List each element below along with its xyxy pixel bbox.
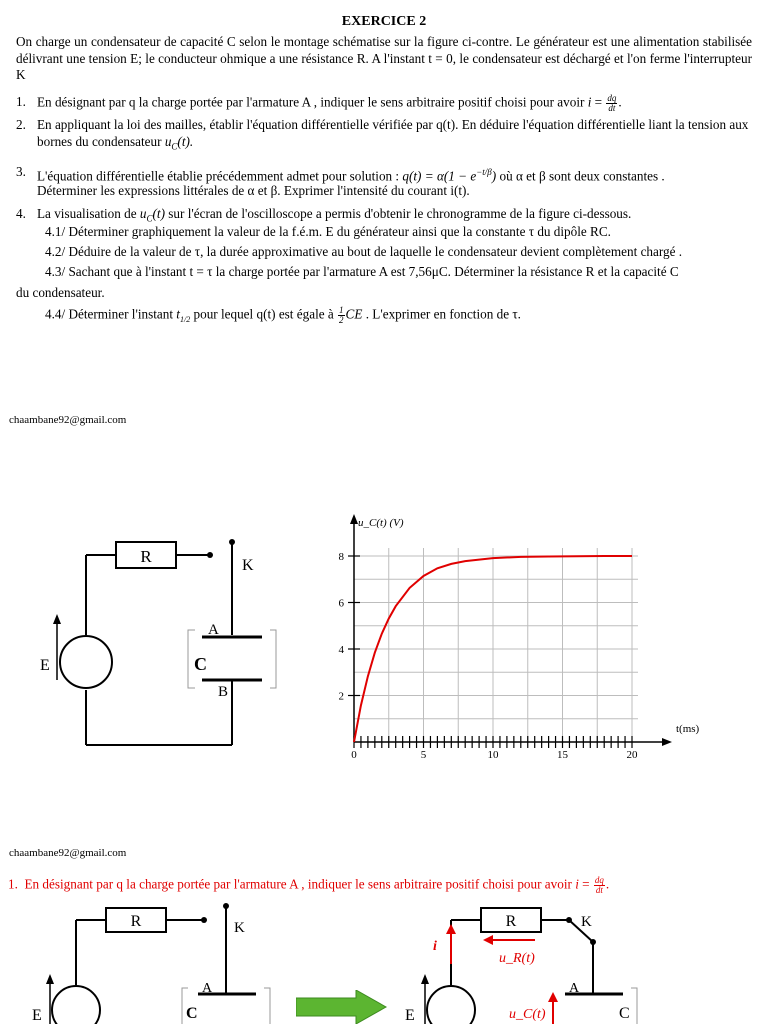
q2-text: En appliquant la loi des mailles, établir l'équation différentielle vérifiée par q(t). En déduire l'équation différentielle liant la tension aux bornes du condensateur <box>37 117 749 149</box>
ans-left-A: A <box>202 981 213 996</box>
answer-eq: = <box>578 876 593 892</box>
q1-fraction <box>606 94 617 113</box>
ans-right-C: C <box>619 1005 630 1022</box>
chart-xlabel: t(ms) <box>676 723 700 735</box>
y-tick-label: 4 <box>338 644 344 656</box>
label-B: B <box>218 684 229 700</box>
question-4-2: 4.2/ Déduire de la valeur de τ, la durée approximative au bout de laquelle le condensateur devient complètement chargé . <box>45 244 683 259</box>
q2-u: u <box>164 133 172 149</box>
ans-right-uC: u_C(t) <box>509 1007 546 1022</box>
chart-ticks <box>339 551 639 761</box>
answer-i: i <box>575 876 579 892</box>
ans-right-A: A <box>569 981 580 996</box>
q44-ce: CE <box>345 306 363 322</box>
email-footer-2: chaambane92@gmail.com <box>9 847 127 859</box>
label-E: E <box>40 657 50 674</box>
q4-text-a: La visualisation de <box>37 206 140 221</box>
question-4-1: 4.1/ Déterminer graphiquement la valeur de la f.é.m. E du générateur ainsi que la constante τ du dipôle RC. <box>45 224 611 239</box>
answer-frac-num: dq <box>594 875 604 885</box>
q1-eq: = <box>591 94 606 110</box>
ans-right-E: E <box>405 1007 415 1024</box>
q44-text-c: . L'exprimer en fonction de τ. <box>362 306 521 322</box>
q44-sub: 1/2 <box>179 315 191 325</box>
q2-number: 2. <box>16 117 26 132</box>
q1-end: . <box>618 94 622 110</box>
q4-text-b: sur l'écran de l'oscilloscope a permis d'obtenir le chronogramme de la figure ci-dessous. <box>164 206 632 221</box>
q44-text-b: pour lequel q(t) est égale à <box>190 306 338 322</box>
q1-number: 1. <box>16 94 26 109</box>
q44-text-a: 4.4/ Déterminer l'instant <box>45 306 177 322</box>
answer-circuit-right <box>395 900 675 1024</box>
question-2 <box>37 117 752 155</box>
q3-exp: −t/β <box>476 167 492 177</box>
q44-t: t <box>176 306 180 322</box>
y-axis-arrow-icon <box>350 514 358 524</box>
q4-number: 4. <box>16 206 26 221</box>
x-tick-label: 5 <box>420 749 427 761</box>
y-tick-label: 8 <box>338 551 344 563</box>
transition-arrow-icon <box>296 990 388 1024</box>
question-4-3: 4.3/ Sachant que à l'instant t = τ la charge portée par l'armature A est 7,56μC. Déterminer la résistance R et la capacité C <box>45 264 679 279</box>
q2-sub: C <box>171 141 178 152</box>
q4-sub: C <box>146 213 153 224</box>
q44-half <box>338 306 345 325</box>
q3-math-b: ) <box>491 168 497 184</box>
q4-u: u <box>139 206 147 221</box>
chart-axes <box>350 514 672 746</box>
ans-right-R: R <box>505 913 517 930</box>
ylabel-text: u_C(t) (V) <box>358 517 404 529</box>
exercise-intro: On charge un condensateur de capacité C selon le montage schématise sur la figure ci-contre. Le générateur est une alimentation stabilisée délivrant une tension E; le conducteur ohmique a une résistance R. A l'instant t = 0, le condensateur est déchargé et l'on ferme l'interrupteur K <box>16 34 752 82</box>
question-4-3-cont: du condensateur. <box>16 285 105 300</box>
x-tick-label: 15 <box>557 749 568 761</box>
q3-line2: Déterminer les expressions littérales de α et β. Exprimer l'intensité du courant i(t). <box>37 183 470 198</box>
exercise-title: EXERCICE 2 <box>341 14 427 29</box>
q3-text-a: L'équation différentielle établie précédemment admet pour solution : <box>37 168 403 184</box>
x-tick-label: 10 <box>487 749 499 761</box>
q2-tail: (t). <box>177 133 194 149</box>
q1-i: i <box>587 94 592 110</box>
y-tick-label: 6 <box>338 597 344 610</box>
answer-circuit-left <box>20 900 300 1024</box>
answer-end: . <box>605 876 610 892</box>
q1-frac-den: dt <box>608 103 616 113</box>
label-C: C <box>194 654 207 674</box>
chart-grid <box>354 548 638 742</box>
label-A: A <box>208 622 219 638</box>
ans-left-C: C <box>186 1005 198 1022</box>
question-3 <box>37 161 752 200</box>
question-4-4 <box>45 306 752 329</box>
q3-text-b: où α et β sont deux constantes . <box>496 168 665 184</box>
q4-tail: (t) <box>152 206 165 221</box>
x-axis-arrow-icon <box>662 738 672 746</box>
ans-left-R: R <box>130 913 142 930</box>
uc-chart <box>330 510 720 770</box>
q44-half-num: 1 <box>339 305 344 315</box>
q3-number: 3. <box>16 164 26 179</box>
answer-fraction <box>594 876 605 895</box>
q44-half-den: 2 <box>339 315 344 325</box>
answer-1-heading <box>8 876 760 895</box>
rc-circuit-diagram <box>30 530 290 760</box>
ans-right-uR: u_R(t) <box>499 951 535 966</box>
q1-frac-num: dq <box>607 93 617 103</box>
label-K: K <box>242 557 254 574</box>
ans-right-K: K <box>581 914 592 930</box>
x-tick-label: 0 <box>351 749 357 761</box>
question-1 <box>37 94 752 113</box>
q3-math-a: q(t) = α(1 − e <box>402 168 477 184</box>
label-R: R <box>140 547 152 566</box>
answer-number: 1. <box>8 876 18 892</box>
chart-ylabel <box>358 517 404 529</box>
answer-text: En désignant par q la charge portée par l'armature A , indiquer le sens arbitraire positif choisi pour avoir <box>24 876 576 892</box>
y-tick-label: 2 <box>338 690 344 703</box>
ans-right-i: i <box>433 939 437 954</box>
email-footer-1: chaambane92@gmail.com <box>9 414 127 426</box>
x-tick-label: 20 <box>626 749 638 761</box>
q1-text: En désignant par q la charge portée par l'armature A , indiquer le sens arbitraire positif choisi pour avoir <box>37 94 588 110</box>
ans-left-K: K <box>234 920 245 936</box>
ans-left-E: E <box>32 1007 42 1024</box>
answer-frac-den: dt <box>595 885 603 895</box>
